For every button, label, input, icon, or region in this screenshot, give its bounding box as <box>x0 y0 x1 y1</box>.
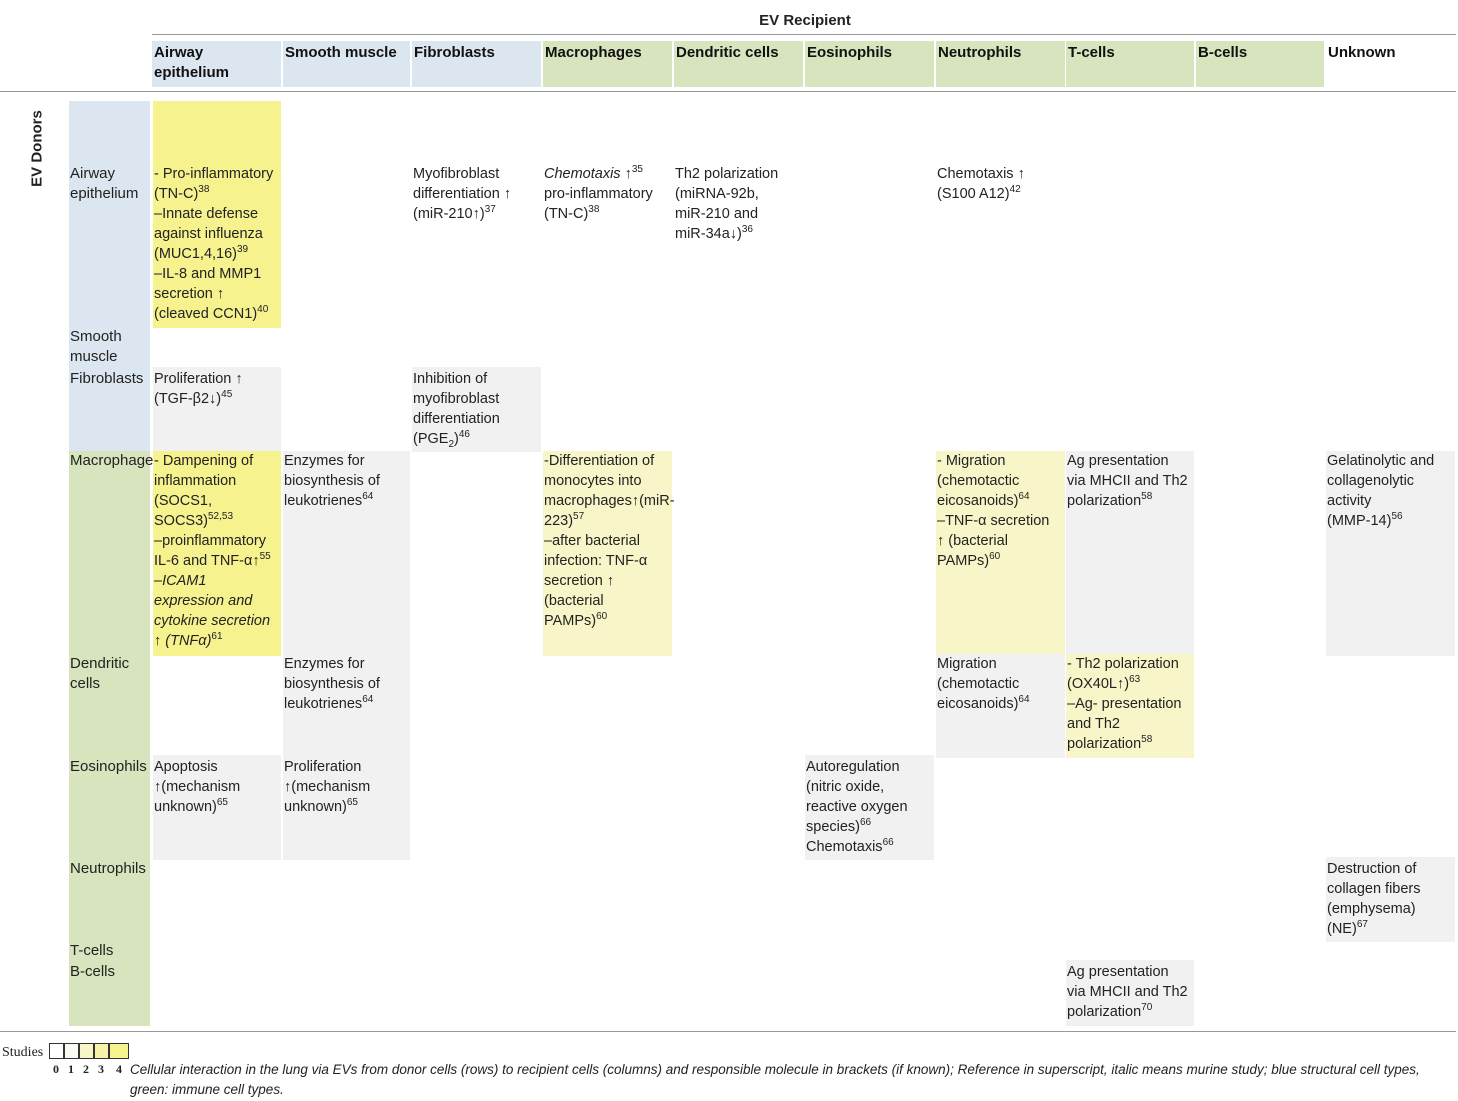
column-header-dendritic-cells: Dendritic cells <box>674 41 803 87</box>
legend-number-1: 1 <box>68 1062 74 1076</box>
cell-eos-sm: Proliferation ↑(mechanism unknown)$^{65}$ <box>284 759 371 815</box>
legend-swatch-1 <box>64 1043 79 1059</box>
cell-mac-neu: - Migration (chemotactic eicosanoids)$^{64}$ –TNF-α secretion ↑ (bacterial PAMPs)$^{60}$ <box>936 451 1065 656</box>
row-label-t-cells: T-cells <box>70 942 114 959</box>
header-rule <box>152 34 1456 35</box>
cell-mac-mac: -Differentiation of monocytes into macrophages↑(miR- 223)$^{57}$ –after bacterial infection: TNF-α secretion ↑ (bacterial PAMPs)$^{60}$ <box>543 451 672 656</box>
cell-mac-sm: Enzymes for biosynthesis of leukotrienes$^{64}$ <box>283 451 410 656</box>
legend-swatch-3 <box>94 1043 109 1059</box>
donor-strip-immune <box>69 451 150 1026</box>
column-header-smooth-muscle: Smooth muscle <box>283 41 410 87</box>
top-table-rule <box>0 91 1456 92</box>
donor-strip-structural <box>69 101 150 451</box>
column-header-neutrophils: Neutrophils <box>936 41 1065 87</box>
row-label-eosinophils: Eosinophils <box>70 758 147 775</box>
legend-swatch-2 <box>79 1043 94 1059</box>
figure-caption: Cellular interaction in the lung via EVs from donor cells (rows) to recipient cells (columns) and responsible molecule in brackets (if known); Reference in superscript, italic means murine study; blue structural cell types, green: immune cell types. <box>130 1062 1420 1097</box>
recipient-title: EV Recipient <box>759 12 851 29</box>
row-label-dendritic-cells: Dendritic cells <box>70 655 130 692</box>
cell-mac-unk: Gelatinolytic and collagenolytic activity $(MMP-14)^{56}$ <box>1326 451 1455 656</box>
legend-label: Studies <box>2 1045 44 1060</box>
cell-ae-ae: - Pro-inflammatory $(TN-C)^{38}$ –Innate defense against influenza $(MUC1,4,16)^{39}$ –IL-8 and MMP1 secretion ↑ (cleaved CCN1)$^{40}$ <box>153 101 281 328</box>
cell-neu-unk: Destruction of collagen fibers (emphysema) (NE)$^{67}$ <box>1326 857 1455 942</box>
column-header-b-cells: B-cells <box>1196 41 1324 87</box>
cell-ae-neu: Chemotaxis ↑ (S100 A12)$^{42}$ <box>937 166 1025 202</box>
row-label-macrophage: Macrophage <box>70 452 154 469</box>
legend-number-0: 0 <box>53 1062 59 1076</box>
cell-dc-sm: Enzymes for biosynthesis of leukotrienes$^{64}$ <box>283 654 410 860</box>
cell-fib-ae: Proliferation ↑ (TGF-β2↓)$^{45}$ <box>153 367 281 452</box>
column-header-eosinophils: Eosinophils <box>805 41 934 87</box>
cell-b-t: Ag presentation via MHCII and Th2 polarization$^{70}$ <box>1066 960 1194 1026</box>
legend-swatch-4 <box>109 1043 129 1059</box>
cell-ae-mac: Chemotaxis ↑$^{35}$ pro-inflammatory $(TN-C)^{38}$ <box>544 164 653 222</box>
column-header-t-cells: T-cells <box>1066 41 1194 87</box>
legend-number-4: 4 <box>116 1062 122 1076</box>
cell-fib-fib: Inhibition of myofibroblast differentiation $(PGE_2)^{46}$ <box>412 367 541 452</box>
column-header-airway-epithelium: Airway epithelium <box>152 41 281 87</box>
legend-number-2: 2 <box>83 1062 89 1076</box>
cell-dc-neu: Migration (chemotactic eicosanoids)$^{64}$ <box>936 654 1065 758</box>
cell-mac-t: Ag presentation via MHCII and Th2 polarization$^{58}$ <box>1066 451 1194 656</box>
cell-eos-ae: Apoptosis ↑(mechanism unknown)$^{65}$ <box>153 755 281 860</box>
row-label-airway-epithelium: Airway epithelium <box>70 165 139 202</box>
cell-ae-dc: Th2 polarization (miRNA-92b, miR-210 and miR-34a↓)$^{36}$ <box>675 166 779 242</box>
column-header-fibroblasts: Fibroblasts <box>412 41 541 87</box>
bottom-table-rule <box>0 1031 1456 1032</box>
donors-title: EV Donors <box>28 110 46 187</box>
row-label-fibroblasts: Fibroblasts <box>70 370 144 387</box>
column-header-macrophages: Macrophages <box>543 41 672 87</box>
cell-eos-eos: Autoregulation (nitric oxide, reactive oxygen species)$^{66}$ Chemotaxis$^{66}$ <box>805 755 934 860</box>
row-label-smooth-muscle: Smooth muscle <box>70 328 122 365</box>
row-label-b-cells: B-cells <box>70 963 116 980</box>
legend-number-3: 3 <box>98 1062 104 1076</box>
column-header-unknown: Unknown <box>1328 44 1396 61</box>
cell-mac-ae: - Dampening of inflammation (SOCS1, SOCS3)$^{52,53}$ –proinflammatory IL-6 and TNF-α↑$^{55}$ –ICAM1 expression and cytokine secretion ↑ $(TNF\alpha)^{61}$ <box>153 451 281 656</box>
legend-swatch-0 <box>49 1043 64 1059</box>
row-label-neutrophils: Neutrophils <box>70 860 146 877</box>
cell-dc-t: - Th2 polarization (OX40L↑)$^{63}$ –Ag- presentation and Th2 polarization$^{58}$ <box>1066 654 1194 758</box>
cell-ae-fib: Myofibroblast differentiation ↑ (miR-210↑)$^{37}$ <box>413 166 512 222</box>
